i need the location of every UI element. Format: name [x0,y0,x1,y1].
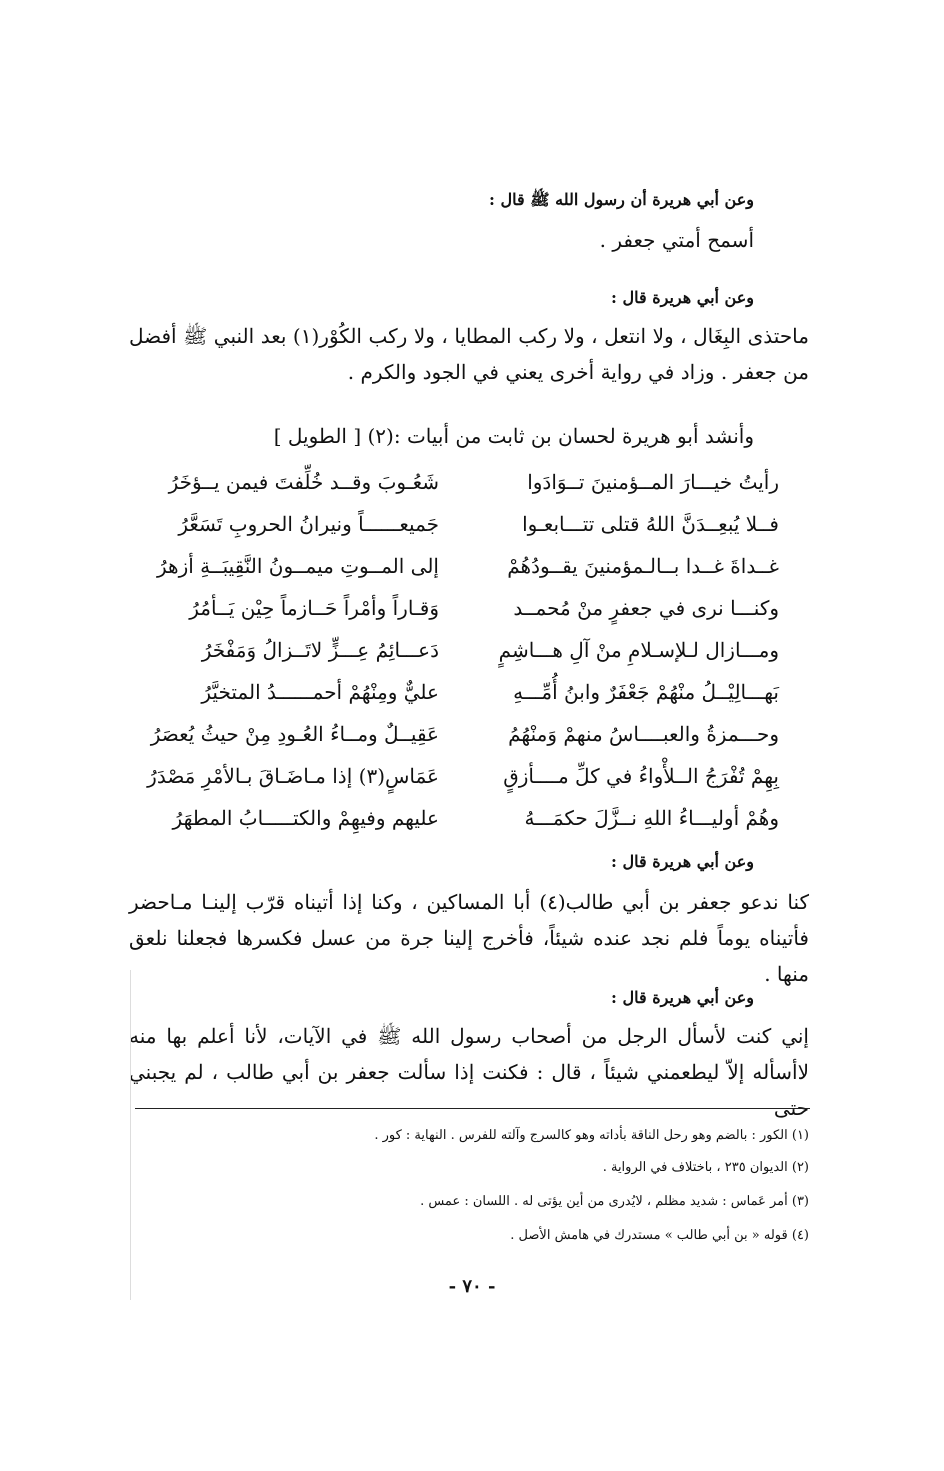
footnote: (٣) أمر عَماس : شديد مظلم ، لايُدرى من أين يؤتى له . اللسان : عمس . [420,1194,809,1209]
section-1-heading: وعن أبي هريرة أن رسول الله ﷺ قال : [489,190,754,209]
verse-second-hemistich: دَعـــائِمُ عِـــزٍّ لاتَــزالُ وَمَفْخَرُ [201,638,439,662]
poem-verse [129,554,779,594]
verse-first-hemistich: وحـــمزةُ والعبــــاسُ منهمْ وَمنْهُمُ [508,722,779,746]
footnote-separator [135,1108,810,1109]
verse-first-hemistich: وهُمْ أوليـــاءُ اللهِ نــزَّلَ حكمَـــهُ [524,806,779,830]
poem-verse [129,806,779,846]
verse-first-hemistich: فــلا يُبعِــدَنَّ اللهُ قتلى تتـــابعـوا [522,512,779,536]
verse-second-hemistich: عليٌّ ومِنْهُمْ أحمــــــدُ المتخيَّرُ [201,680,439,704]
verse-second-hemistich: عليهم وفيهِمْ والكتـــــابُ المطهَرُ [172,806,439,830]
section-1-text: أسمح أمتي جعفر . [599,228,754,252]
section-3-text: كنا ندعو جعفر بن أبي طالب(٤) أبا المساكين ، وكنا إذا أتيناه قرّب إلينـا مـاحضر فأتيناه يوماً فلم نجد عنده شيئاً، فأخرج إلينا جرة من عسل فكسرها فجعلنا نلعق منها . [129,890,810,986]
verse-first-hemistich: غــداةَ غــدا بــالـمؤمنينَ يقــودُهُمْ [507,554,779,578]
verse-second-hemistich: عَقِيــلٌ ومــاءُ العُـودِ مِنْ حيثُ يُعصَرُ [150,722,439,746]
poem-verse [129,722,779,762]
verse-second-hemistich: عَمَاسٍ(٣) إذا مـاضَـاقَ بـالأمْرِ مَصْدَرُ [147,764,439,788]
section-2-text: ماحتذى البِغَال ، ولا انتعل ، ولا ركب المطايا ، ولا ركب الكُوْر(١) بعد النبي ﷺ أفضل من جعفر . وزاد في رواية أخرى يعني في الجود والكرم . [129,324,809,384]
section-4-heading: وعن أبي هريرة قال : [611,988,754,1007]
poem-verse [129,470,779,510]
section-4-text: إني كنت لأسأل الرجل من أصحاب رسول الله ﷺ في الآيات، لأنا أعلم بها منه لاأسأله إلاّ ليطعمني شيئاً ، قال : فكنت إذا سألت جعفر بن أبي طالب ، لم يجبني حتى [129,1024,809,1120]
poem-verse [129,680,779,720]
scan-margin-line [130,970,131,1300]
poem-intro: وأنشد أبو هريرة لحسان بن ثابت من أبيات :(٢) [ الطويل ] [273,424,754,448]
poem-verse [129,512,779,552]
verse-first-hemistich: وكنـــا نرى في جعفرٍ منْ مُحمــد [513,596,779,620]
verse-second-hemistich: وَقـاراً وأمْراً حَــازماً حِيْن يَــأمُرُ [189,596,439,620]
page-number: - ٧٠ - [448,1276,496,1297]
verse-second-hemistich: جَميعــــــاً ونيرانُ الحروبِ تَسَعَّرُ [178,512,439,536]
verse-first-hemistich: بَهـــالِيْــلُ منْهُمْ جَعْفَرٌ وابنُ أُمِّـــهِ [513,680,779,704]
poem-verse [129,638,779,678]
verse-first-hemistich: رأيتُ خيـــارَ المــؤمنينَ تــوَادَوا [527,470,779,494]
section-2-heading: وعن أبي هريرة قال : [611,288,754,307]
poem-verse [129,764,779,804]
footnote: (٢) الديوان ٢٣٥ ، باختلاف في الرواية . [602,1160,809,1175]
poem-verse [129,596,779,636]
footnote: (١) الكور : بالضم وهو رحل الناقة بأداته وهو كالسرج وآلته للفرس . النهاية : كور . [374,1128,809,1143]
verse-second-hemistich: إلى المــوتِ ميمــونُ النَّقِيبَــةِ أزهرُ [156,554,439,578]
verse-first-hemistich: بِهِمْ تُفْرَجُ الــلأْواءُ في كلِّ مــــأزقٍ [503,764,779,788]
footnote: (٤) قوله « بن أبي طالب » مستدرك في هامش الأصل . [510,1228,809,1243]
verse-second-hemistich: شَعُـوبَ وقــد خُلِّفتَ فيمن يــؤخَرُ [168,470,439,494]
verse-first-hemistich: ومـــازال لـلإسـلامِ منْ آلِ هـــاشِمٍ [498,638,779,662]
section-3-heading: وعن أبي هريرة قال : [611,852,754,871]
